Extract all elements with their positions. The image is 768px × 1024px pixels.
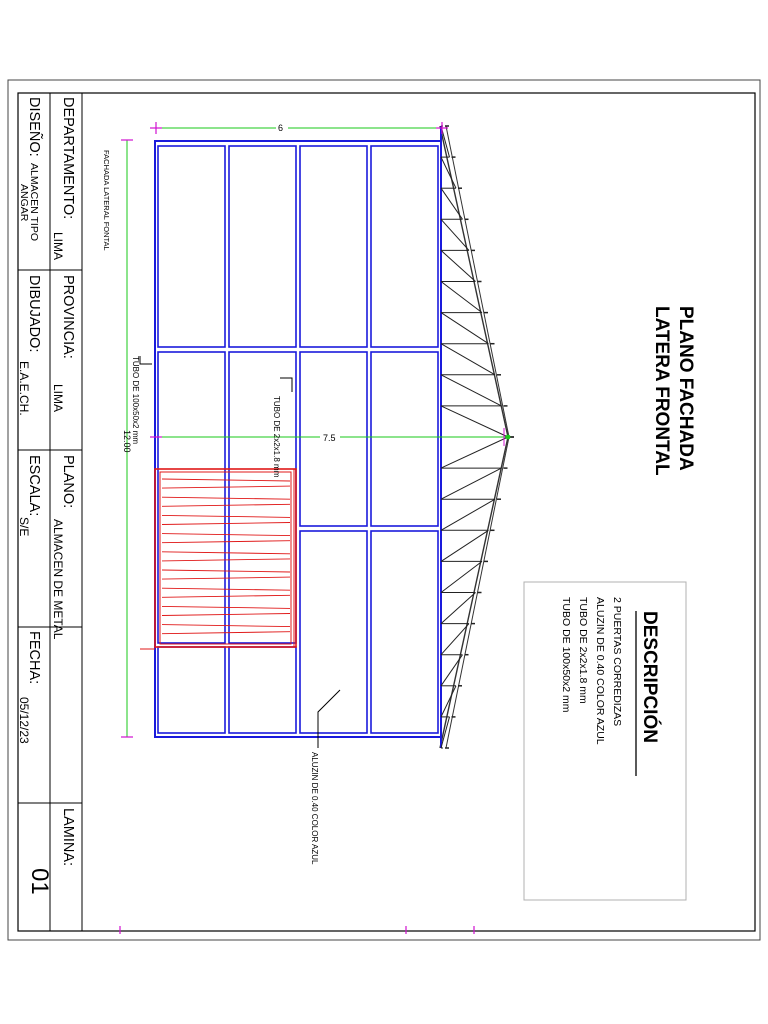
fecha-value: 05/12/23 bbox=[17, 697, 31, 744]
plan-title-line-2: LATERA FRONTAL bbox=[651, 306, 672, 476]
door-slat bbox=[162, 552, 290, 554]
wall-panel bbox=[371, 352, 438, 526]
door-slat bbox=[162, 570, 290, 572]
truss-web bbox=[441, 219, 469, 250]
provincia-label: PROVINCIA: bbox=[60, 275, 76, 359]
sliding-door bbox=[140, 469, 296, 649]
door-slat bbox=[162, 541, 290, 543]
door-slat bbox=[162, 577, 290, 579]
door-slat bbox=[162, 559, 290, 561]
dibujado-label: DIBUJADO: bbox=[26, 275, 42, 353]
door-slat bbox=[162, 614, 290, 616]
dibujado-value: E.A.E.CH. bbox=[17, 361, 31, 416]
wall-panel bbox=[229, 647, 296, 733]
dim-total-label: 7.5 bbox=[323, 433, 336, 443]
dim-length-label: 12.00 bbox=[122, 430, 132, 453]
escala-value: S/E bbox=[17, 517, 31, 537]
departamento-value: LIMA bbox=[51, 232, 65, 261]
drawing-subtitle: FACHADA LATERAL FONTAL bbox=[102, 150, 111, 251]
truss-web bbox=[441, 375, 502, 406]
wall-panel bbox=[300, 531, 367, 733]
door-slat bbox=[162, 479, 290, 481]
door-slat bbox=[162, 625, 290, 627]
fecha-label: FECHA: bbox=[26, 631, 42, 685]
callout-leader-tubo-100 bbox=[140, 356, 152, 364]
description-item-2: ALUZIN DE 0.40 COLOR AZUL bbox=[594, 597, 606, 745]
outer-border bbox=[8, 80, 760, 940]
wall-panel bbox=[229, 146, 296, 347]
lamina-value: 01 bbox=[26, 868, 53, 895]
description-item-1: 2 PUERTAS CORREDIZAS bbox=[611, 597, 623, 727]
provincia-value: LIMA bbox=[51, 384, 65, 413]
callout-aluzin: ALUZIN DE 0.40 COLOR AZUL bbox=[310, 752, 319, 865]
truss-web bbox=[441, 624, 469, 655]
description-item-4: TUBO DE 100x50x2 mm bbox=[560, 597, 572, 713]
wall-panel bbox=[229, 352, 296, 643]
wall-panel bbox=[300, 146, 367, 347]
callout-leader-aluzin bbox=[318, 690, 340, 748]
door-slat bbox=[162, 534, 290, 536]
description-heading: DESCRIPCIÓN bbox=[639, 611, 660, 743]
door-slat bbox=[162, 588, 290, 590]
door-slat bbox=[162, 595, 290, 597]
plano-label: PLANO: bbox=[60, 455, 76, 509]
plano-value: ALMACEN DE METAL bbox=[51, 519, 65, 640]
escala-label: ESCALA: bbox=[26, 455, 42, 517]
inner-border bbox=[18, 93, 755, 931]
callout-tubo-100: TUBO DE 100x50x2 mm bbox=[131, 356, 140, 445]
door-slat bbox=[162, 515, 290, 517]
plan-title-line-1: PLANO FACHADA bbox=[675, 306, 696, 471]
wall-panel bbox=[371, 146, 438, 347]
diseno-label: DISEÑO: bbox=[26, 97, 42, 157]
departamento-label: DEPARTAMENTO: bbox=[60, 97, 76, 220]
truss-web bbox=[441, 468, 502, 499]
door-slat bbox=[162, 632, 290, 634]
door-slat bbox=[162, 504, 290, 506]
description-item-3: TUBO DE 2x2x1.8 mm bbox=[577, 597, 589, 704]
wall-panel bbox=[158, 146, 225, 347]
callout-leader-tubo-2x2 bbox=[280, 378, 292, 392]
truss-web bbox=[441, 437, 508, 468]
diseno-value-2: ANGAR bbox=[18, 184, 30, 222]
door-slat bbox=[162, 523, 290, 525]
lamina-label: LAMINA: bbox=[60, 808, 76, 867]
truss-web bbox=[441, 499, 495, 530]
door-slat bbox=[162, 606, 290, 608]
callout-tubo-2x2: TUBO DE 2x2x1.8 mm bbox=[272, 396, 281, 478]
wall-panel bbox=[371, 531, 438, 733]
dim-width-label: 6 bbox=[278, 123, 284, 133]
truss-web bbox=[441, 406, 508, 437]
truss-web bbox=[441, 561, 482, 592]
door-slat bbox=[162, 486, 290, 488]
wall-panel bbox=[158, 647, 225, 733]
truss-web bbox=[441, 282, 482, 313]
apex-node bbox=[506, 435, 511, 440]
diseno-value-1: ALMACEN TIPO bbox=[28, 163, 40, 241]
door-slat bbox=[162, 497, 290, 499]
truss-web bbox=[441, 344, 495, 375]
